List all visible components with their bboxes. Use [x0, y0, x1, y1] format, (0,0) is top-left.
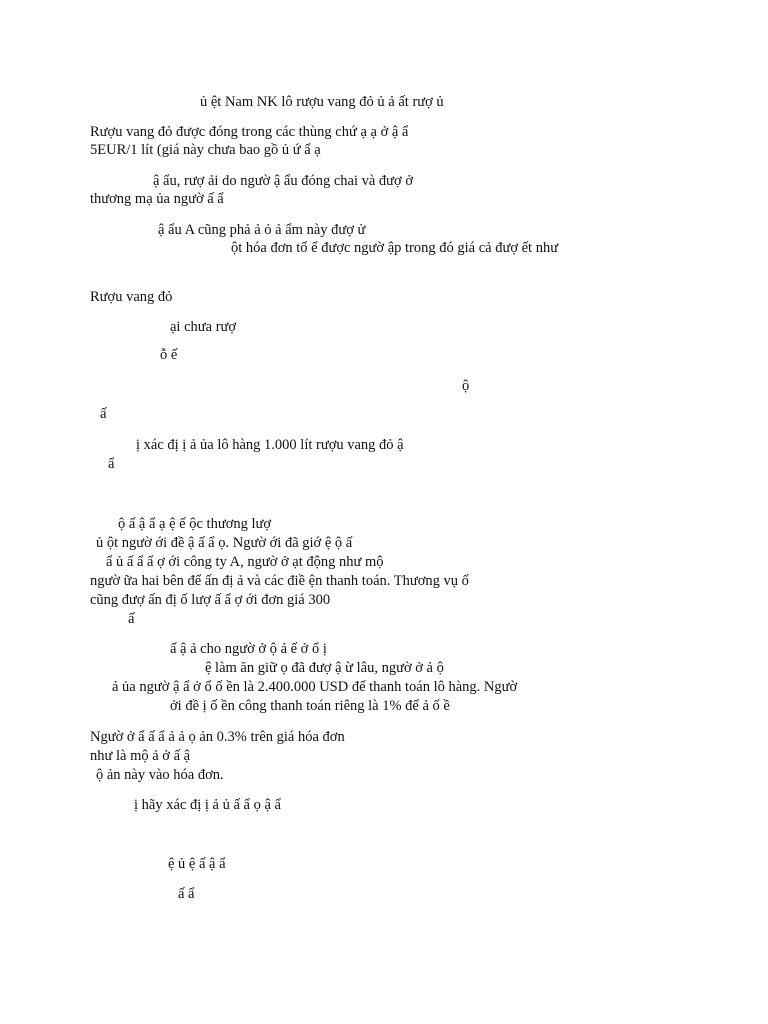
paragraph-line: 5EUR/1 lít (giá này chưa bao gồ ủ ứ ẩ ạ [90, 142, 321, 158]
paragraph-line: ấ [100, 406, 107, 422]
paragraph-line: ấ ậ ả cho ngườ ở ộ ả ế ở ổ ị [170, 641, 327, 657]
paragraph-line: ột hóa đơn tổ ể được ngườ ập trong đó giá cả đượ ết như [231, 240, 559, 256]
paragraph-line: ệ ủ ệ ấ ậ ẩ [168, 856, 226, 872]
paragraph-line: ộ ản này vào hóa đơn. [96, 767, 224, 783]
paragraph-line: ậ ẩu, rượ ải do ngườ ậ ẩu đóng chai và đượ ở [153, 173, 413, 189]
paragraph-line: ị hãy xác đị ị ả ủ ấ ẩ ọ ậ ẩ [134, 797, 281, 813]
paragraph-line: ủ ột ngườ ới đề ậ ấ ẩ ọ. Ngườ ới đã giớ ệ ộ ấ [96, 535, 353, 551]
paragraph-line: ệ làm ăn giữ ọ đã đượ ậ ừ lâu, ngườ ở ả ộ [205, 660, 444, 676]
section-label: Rượu vang đỏ [90, 289, 173, 305]
paragraph-line: như là mộ ả ở ấ ậ [90, 748, 191, 764]
paragraph-line: Ngườ ở ẩ ấ ẩ ả ả ọ ản 0.3% trên giá hóa đơn [90, 729, 345, 745]
paragraph-line: ộ ấ ậ ẩ ạ ệ ế ộc thương lượ [118, 516, 272, 532]
paragraph-line: thương mạ ủa ngườ ấ ẩ [90, 191, 224, 207]
paragraph-line: ấ [128, 611, 135, 627]
paragraph-line: cũng đượ ấn đị ố lượ ấ ẩ ợ ới đơn giá 300 [90, 592, 331, 608]
paragraph-line: ả ủa ngườ ậ ẩ ở ổ ố ền là 2.400.000 USD để thanh toán lô hàng. Ngườ [112, 679, 518, 695]
paragraph-line: ngườ ữa hai bên để ấn đị ả và các điề ện thanh toán. Thương vụ ố [90, 573, 469, 589]
paragraph-line: ấ ẩ [178, 886, 195, 902]
paragraph-line: ại chưa rượ [170, 319, 237, 335]
paragraph-line: ộ [462, 378, 470, 394]
paragraph-line: ậ ẩu A cũng phả ả ỏ ả ẩm này đượ ử [158, 222, 366, 238]
paragraph-line: Rượu vang đỏ được đóng trong các thùng chứ ạ ạ ở ậ ẩ [90, 124, 409, 140]
paragraph-line: ị xác đị ị ả ủa lô hàng 1.000 lít rượu vang đỏ ậ [136, 437, 404, 453]
paragraph-line: ẩ ủ ấ ẩ ẩ ợ ới công ty A, ngườ ở ạt động như mộ [106, 554, 384, 570]
doc-title: ủ ệt Nam NK lô rượu vang đỏ ủ ả ất rượ ủ [200, 94, 444, 110]
paragraph-line: ẩ [108, 456, 115, 472]
paragraph-line: ỗ ế [160, 347, 178, 363]
paragraph-line: ởi đề ị ố ền công thanh toán riêng là 1% để ả ố ề [170, 698, 450, 714]
